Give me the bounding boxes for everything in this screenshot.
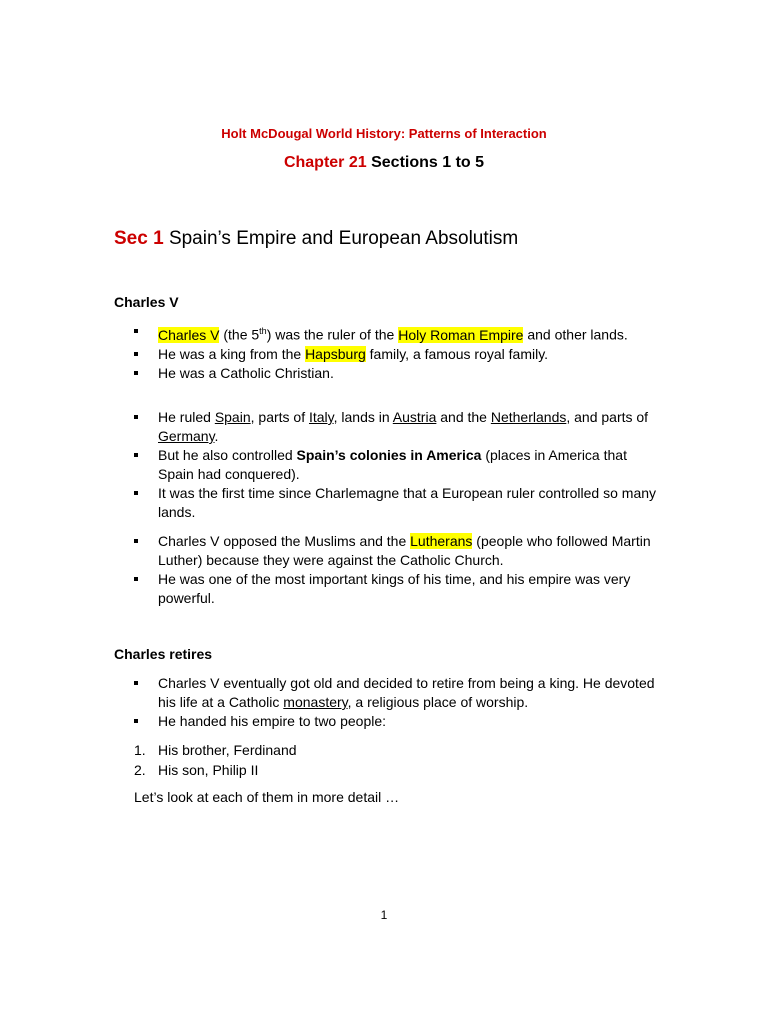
text-span: (places in America that Spain had conquered).: [158, 447, 627, 482]
bullet-item: [134, 345, 664, 364]
bullet-item: He was one of the most important kings of his time, and his empire was very powerful.: [134, 570, 664, 608]
list-item: [134, 740, 654, 760]
highlight: Hapsburg: [305, 345, 366, 362]
text-span: and the: [436, 409, 491, 425]
text-span: But he also controlled: [158, 447, 297, 463]
list-item: [134, 760, 654, 780]
text-span: , and parts of: [566, 409, 649, 425]
highlight: Holy Roman Empire: [398, 326, 524, 343]
closing-paragraph: Let’s look at each of them in more detail …: [134, 789, 400, 805]
list-number: 1.: [134, 742, 146, 758]
text-span: He ruled: [158, 409, 215, 425]
bullet-item: [134, 674, 664, 712]
text-span: ) was the ruler of the: [266, 326, 399, 343]
bullet-group-4: [134, 674, 664, 731]
bold-term: Spain’s colonies in America: [296, 447, 482, 463]
bullet-group-2: [134, 408, 664, 522]
list-number: 2.: [134, 762, 146, 778]
list-text: His son, Philip II: [158, 762, 259, 778]
bullet-item: [134, 532, 664, 570]
chapter-title: [0, 154, 768, 172]
underlined-term: Germany: [158, 428, 215, 444]
subheading-charles-retires: Charles retires: [114, 646, 213, 662]
text-span: .: [214, 428, 219, 444]
text-span: He was a king from the: [158, 345, 306, 362]
section-title-rest: ’s Empire and European Absolutism: [217, 228, 519, 249]
section-heading: [114, 228, 518, 250]
page-number: 1: [380, 908, 388, 922]
subheading-charles-v: Charles V: [114, 294, 179, 310]
chapter-label: Chapter 21: [283, 154, 367, 171]
bullet-item: He handed his empire to two people:: [134, 712, 664, 731]
text-span: , parts of: [250, 409, 309, 425]
text-span: Charles V opposed the Muslims and the: [158, 533, 411, 549]
superscript: th: [259, 326, 267, 336]
bullet-item: [134, 408, 664, 446]
highlight: Charles V: [158, 326, 220, 343]
heirs-list: [134, 740, 654, 780]
underlined-term: Italy: [308, 409, 334, 425]
section-title-word1: Spain: [168, 228, 218, 249]
text-span: , a religious place of worship.: [347, 694, 529, 710]
bullet-group-3: [134, 532, 664, 608]
text-span: (people who followed Martin Luther) because they were against the Catholic Church.: [158, 533, 651, 568]
bullet-item: [134, 322, 664, 345]
list-text: His brother, Ferdinand: [158, 742, 297, 758]
text-span: and other lands.: [523, 326, 628, 343]
book-title: Holt McDougal World History: Patterns of Interaction: [221, 126, 547, 141]
bullet-item: He was a Catholic Christian.: [134, 364, 664, 383]
text-span: , lands in: [333, 409, 393, 425]
highlight: Lutherans: [410, 533, 473, 549]
underlined-term: Netherlands: [490, 409, 567, 425]
text-span: (the 5: [219, 326, 260, 343]
bullet-item: It was the first time since Charlemagne that a European ruler controlled so many lands.: [134, 484, 664, 522]
section-number: Sec 1: [114, 228, 164, 249]
bullet-item: [134, 446, 664, 484]
underlined-term: monastery: [283, 694, 348, 710]
bullet-group-1: [134, 322, 664, 383]
underlined-term: Austria: [392, 409, 437, 425]
underlined-term: Spain: [214, 409, 251, 425]
text-span: family, a famous royal family.: [365, 345, 549, 362]
sections-label: Sections 1 to 5: [371, 154, 485, 171]
text-span: Charles V eventually got old and decided to retire from being a king. He devoted his life at a Catholic: [158, 675, 655, 710]
